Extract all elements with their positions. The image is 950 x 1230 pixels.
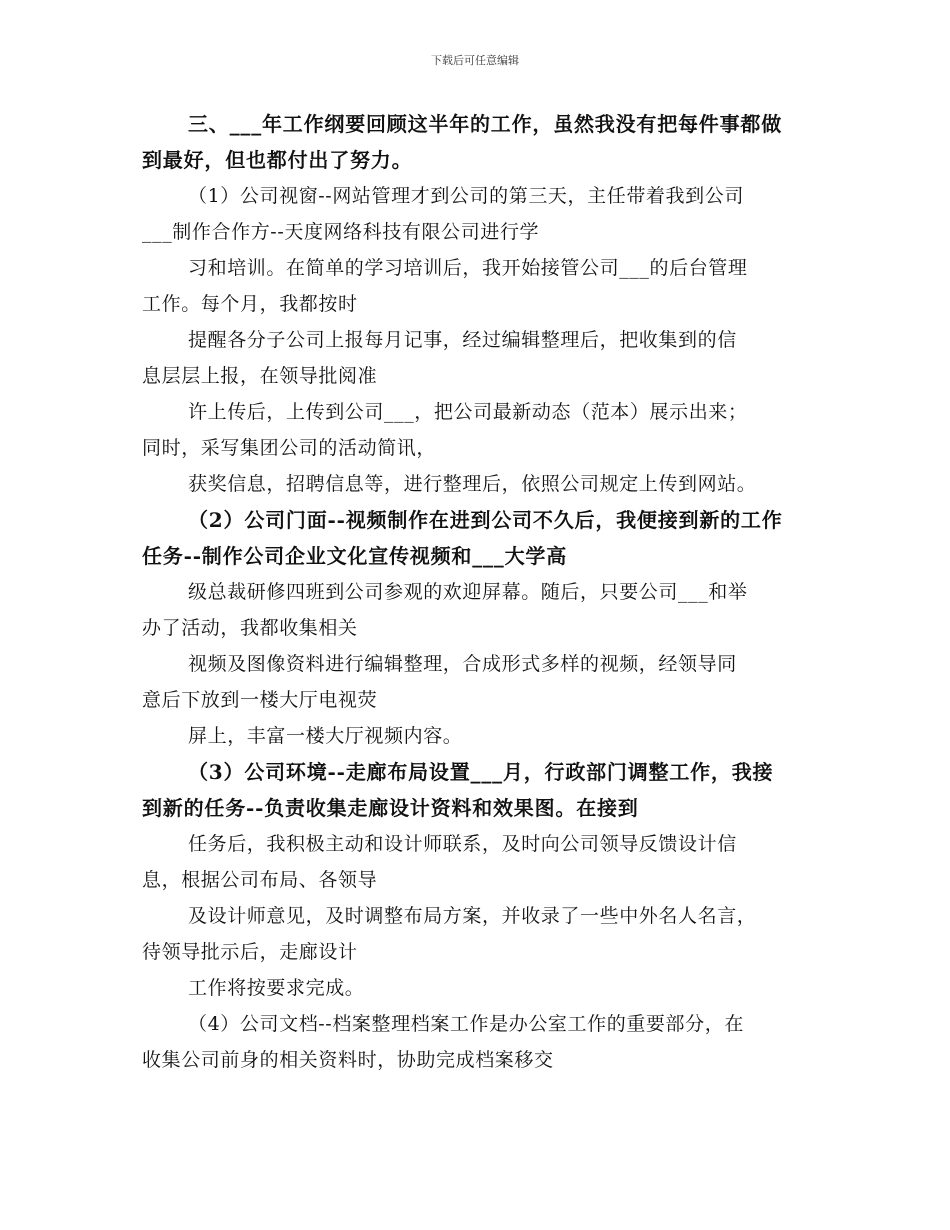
text-line: 任务后，我积极主动和设计师联系，及时向公司领导反馈设计信 xyxy=(188,833,737,855)
text-line: 任务--制作公司企业文化宣传视频和___大学高 xyxy=(142,544,568,568)
text-line: 习和培训。在简单的学习培训后，我开始接管公司___的后台管理 xyxy=(188,257,748,279)
text-line: （4）公司文档--档案整理档案工作是办公室工作的重要部分，在 xyxy=(188,1013,744,1035)
text-line: （1）公司视窗--网站管理才到公司的第三天，主任带着我到公司 xyxy=(188,185,744,207)
text-line: 到新的任务--负责收集走廊设计资料和效果图。在接到 xyxy=(142,796,639,820)
text-line: 提醒各分子公司上报每月记事，经过编辑整理后，把收集到的信 xyxy=(188,329,737,351)
text-line: 意后下放到一楼大厅电视荧 xyxy=(142,689,378,711)
text-line: 工作将按要求完成。 xyxy=(188,977,365,999)
text-line: 收集公司前身的相关资料时，协助完成档案移交 xyxy=(142,1049,554,1071)
text-line: ___制作合作方--天度网络科技有限公司进行学 xyxy=(142,221,540,243)
text-line: （3）公司环境--走廊布局设置___月，行政部门调整工作，我接 xyxy=(188,760,774,784)
text-line: 视频及图像资料进行编辑整理，合成形式多样的视频，经领导同 xyxy=(188,653,737,675)
text-line: （2）公司门面--视频制作在进到公司不久后，我便接到新的工作 xyxy=(188,508,783,532)
text-line: 许上传后，上传到公司___，把公司最新动态（范本）展示出来； xyxy=(188,401,748,423)
text-line: 待领导批示后，走廊设计 xyxy=(142,941,358,963)
text-line: 工作。每个月，我都按时 xyxy=(142,293,358,315)
text-line: 息，根据公司布局、各领导 xyxy=(142,869,378,891)
text-line: 同时，采写集团公司的活动简讯， xyxy=(142,437,437,459)
text-line: 办了活动，我都收集相关 xyxy=(142,617,358,639)
text-line: 获奖信息，招聘信息等，进行整理后，依照公司规定上传到网站。 xyxy=(188,473,757,495)
text-line: 级总裁研修四班到公司参观的欢迎屏幕。随后，只要公司___和举 xyxy=(188,581,748,603)
text-line: 三、___年工作纲要回顾这半年的工作，虽然我没有把每件事都做 xyxy=(188,112,782,136)
text-line: 屏上，丰富一楼大厅视频内容。 xyxy=(188,725,463,747)
page-header-note: 下载后可任意编辑 xyxy=(431,54,519,67)
document-body xyxy=(142,106,822,1078)
text-line: 及设计师意见，及时调整布局方案，并收录了一些中外名人名言， xyxy=(188,905,757,927)
text-line: 到最好，但也都付出了努力。 xyxy=(142,148,413,172)
text-line: 息层层上报，在领导批阅准 xyxy=(142,365,378,387)
